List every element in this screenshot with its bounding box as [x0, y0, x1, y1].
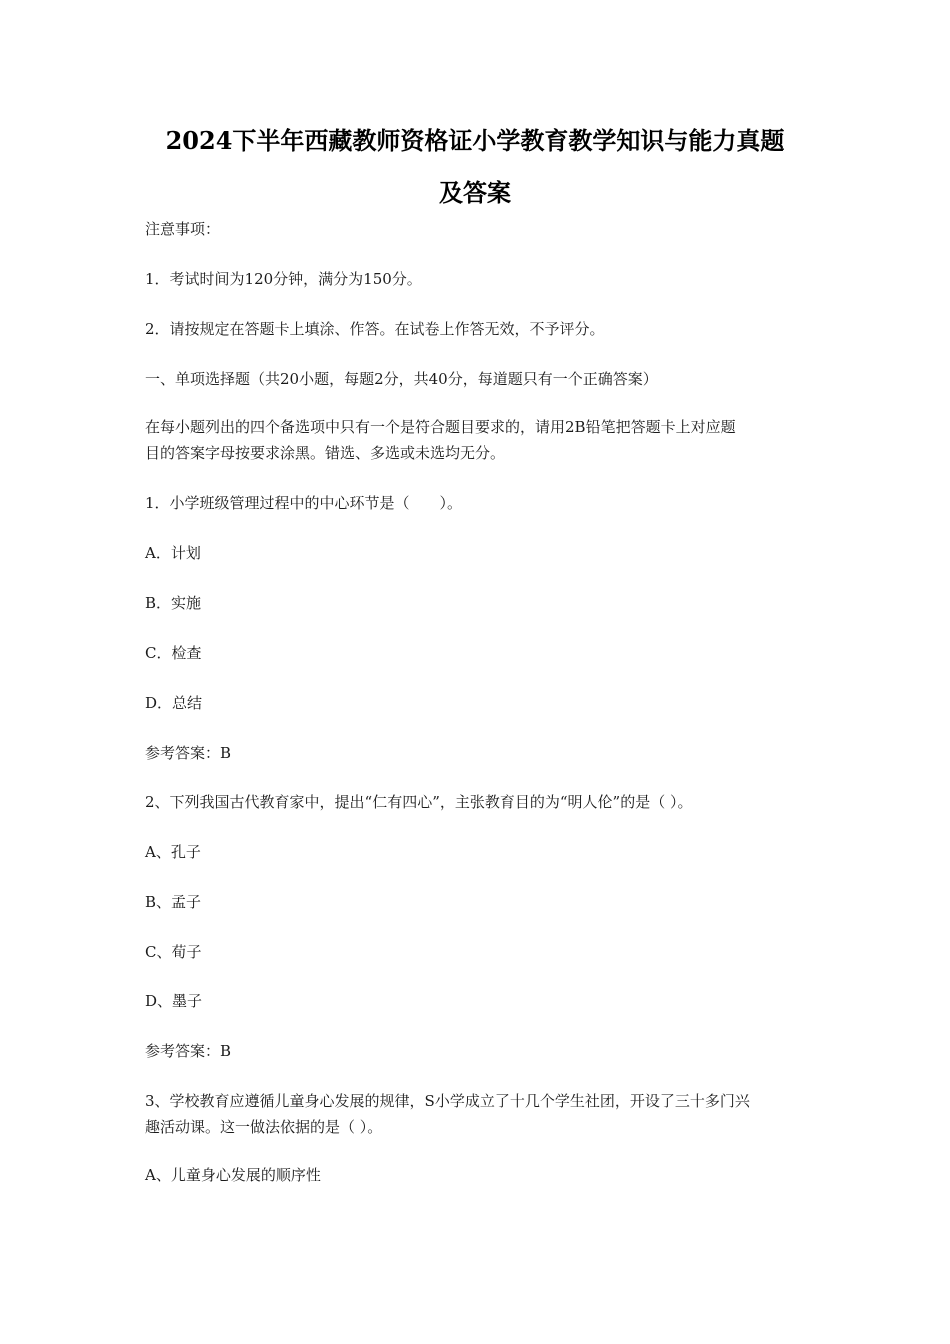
question-3-stem-line: 趣活动课。这一做法依据的是（ ）。: [145, 1118, 383, 1136]
question-1-option-a: A．计划: [145, 544, 201, 562]
notice-item: 2．请按规定在答题卡上填涂、作答。在试卷上作答无效，不予评分。: [145, 320, 605, 338]
question-3-stem: [145, 1088, 810, 1140]
question-1-option-b: B．实施: [145, 594, 202, 612]
document-title-line-1: 2024下半年西藏教师资格证小学教育教学知识与能力真题: [165, 126, 785, 155]
instruction-line: 目的答案字母按要求涂黑。错选、多选或未选均无分。: [145, 444, 506, 462]
question-2-option-c: C、荀子: [145, 943, 202, 961]
notice-heading: 注意事项：: [145, 220, 221, 238]
section-instruction: [145, 414, 810, 466]
question-2-option-d: D、墨子: [145, 992, 203, 1010]
question-1-option-c: C．检查: [145, 644, 202, 662]
section-heading: 一、单项选择题（共20小题，每题2分，共40分，每道题只有一个正确答案）: [145, 370, 658, 388]
question-1-option-d: D．总结: [145, 694, 203, 712]
question-3-stem-line: 3、学校教育应遵循儿童身心发展的规律，S小学成立了十几个学生社团，开设了三十多门兴: [145, 1092, 750, 1110]
question-2-stem: 2、下列我国古代教育家中，提出“仁有四心”，主张教育目的为“明人伦”的是（ ）。: [145, 793, 693, 811]
question-2-option-b: B、孟子: [145, 893, 202, 911]
question-1-answer: 参考答案：B: [145, 744, 232, 762]
document-title-line-2: 及答案: [439, 178, 511, 207]
question-2-option-a: A、孔子: [145, 843, 201, 861]
question-1-stem: 1．小学班级管理过程中的中心环节是（ ）。: [145, 494, 463, 512]
instruction-line: 在每小题列出的四个备选项中只有一个是符合题目要求的，请用2B铅笔把答题卡上对应题: [145, 418, 736, 436]
question-3-option-a: A、儿童身心发展的顺序性: [145, 1166, 321, 1184]
question-2-answer: 参考答案：B: [145, 1042, 232, 1060]
notice-item: 1．考试时间为120分钟，满分为150分。: [145, 270, 422, 288]
